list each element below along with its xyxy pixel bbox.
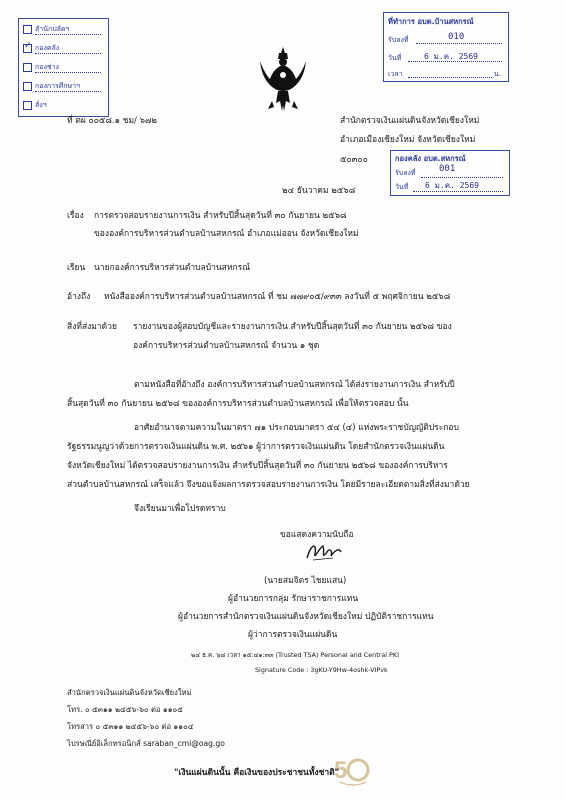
routing-checkbox[interactable] bbox=[23, 101, 32, 110]
sender-line1: สำนักตรวจเงินแผ่นดินจังหวัดเชียงใหม่ bbox=[340, 116, 480, 126]
routing-underline bbox=[35, 72, 101, 73]
sender-line2: อำเภอเมืองเชียงใหม่ จังหวัดเชียงใหม่ bbox=[340, 135, 476, 145]
routing-item: ✓กองคลัง bbox=[23, 43, 107, 57]
routing-box bbox=[18, 18, 109, 117]
recipient-label: เรียน bbox=[67, 263, 86, 273]
received-number: 010 bbox=[448, 32, 465, 42]
signer-title2: ผู้อำนวยการสำนักตรวจเงินแผ่นดินจังหวัดเชียงใหม่ ปฏิบัติราชการแทน bbox=[178, 612, 434, 622]
body-para1-line2: สิ้นสุดวันที่ ๓๐ กันยายน ๒๕๖๘ ขององค์การบริหารส่วนตำบลบ้านสหกรณ์ เพื่อให้ตรวจสอบ นั้น bbox=[67, 399, 409, 409]
footer-slogan: "เงินแผ่นดินนั้น คือเงินของประชาชนทั้งชาติ" bbox=[174, 768, 340, 778]
closing-text: ขอแสดงความนับถือ bbox=[280, 530, 354, 540]
handwritten-signature bbox=[303, 538, 343, 566]
signer-title1: ผู้อำนวยการกลุ่ม รักษาราชการแทน bbox=[228, 594, 359, 604]
signer-name: (นายสมจิตร ไชยแสน) bbox=[264, 576, 347, 586]
routing-checkbox[interactable] bbox=[23, 63, 32, 72]
signer-title3: ผู้ว่าการตรวจเงินแผ่นดิน bbox=[248, 630, 338, 640]
routing-checkbox[interactable] bbox=[23, 25, 32, 34]
body-para3: จึงเรียนมาเพื่อโปรดทราบ bbox=[134, 504, 226, 514]
finance-stamp: กองคลัง อบต.สหกรณ์ รับลงที่ 001 วันที่ 6 ม.ค. 2569 bbox=[390, 150, 510, 196]
reference-number: ที่ ตผ ๐๐๕๘.๑ ชม/ ๖๗๒ bbox=[67, 116, 158, 126]
routing-item: กองช่าง bbox=[23, 62, 107, 76]
reference-label: อ้างถึง bbox=[67, 292, 91, 302]
subject-label: เรื่อง bbox=[67, 211, 84, 221]
footer-office: สำนักตรวจเงินแผ่นดินจังหวัดเชียงใหม่ bbox=[67, 688, 192, 697]
signature-code: Signature Code : 3gKU-Y9Hw-4oshk-VIPvk bbox=[255, 666, 388, 674]
esign-timestamp: ๒๔ ธ.ค. ๖๘ เวลา ๑๕:๔๑:๓๓ (Trusted TSA) Personal and Central PKI bbox=[191, 651, 399, 659]
footer-tel: โทร. ๐ ๕๓๑๑ ๒๔๕๖-๖๐ ต่อ ๑๑๐๕ bbox=[67, 705, 183, 714]
sender-postcode: ๕๐๓๐๐ bbox=[340, 155, 368, 165]
routing-underline bbox=[35, 34, 101, 35]
routing-item: สั่งฯ bbox=[23, 100, 107, 114]
footer-email: ไปรษณีย์อิเล็กทรอนิกส์ saraban_cmi@oag.go bbox=[67, 739, 225, 748]
reference-value: หนังสือองค์การบริหารส่วนตำบลบ้านสหกรณ์ ที่ ชม ๗๗๙๐๕/๙๓๓ ลงวันที่ ๕ พฤศจิกายน ๒๕๖๘ bbox=[104, 292, 451, 302]
garuda-emblem bbox=[258, 45, 308, 115]
receipt-stamp: ที่ทำการ อบต.บ้านสหกรณ์ รับลงที่ 010 วันที่ 6 ม.ค. 2569 เวลา น. bbox=[383, 12, 509, 82]
finance-received-date: 6 ม.ค. 2569 bbox=[425, 181, 479, 190]
enclosure-line2: องค์การบริหารส่วนตำบลบ้านสหกรณ์ จำนวน ๑ ชุด bbox=[133, 341, 320, 351]
letter-date: ๒๔ ธันวาคม ๒๕๖๘ bbox=[282, 186, 356, 196]
body-para2-line1: อาศัยอำนาจตามความในมาตรา ๗๑ ประกอบมาตรา ๕๔ (๔) แห่งพระราชบัญญัติประกอบ bbox=[134, 423, 459, 433]
finance-received-number: 001 bbox=[439, 164, 456, 174]
routing-item: สำนักปลัดฯ bbox=[23, 24, 107, 38]
body-para2-line2: รัฐธรรมนูญว่าด้วยการตรวจเงินแผ่นดิน พ.ศ. ๒๕๖๑ ผู้ว่าการตรวจเงินแผ่นดิน โดยสำนักตรวจเงินแผ่นดิน bbox=[67, 442, 445, 452]
body-para1-line1: ตามหนังสือที่อ้างถึง องค์การบริหารส่วนตำบลบ้านสหกรณ์ ได้ส่งรายงานการเงิน สำหรับปี bbox=[134, 380, 455, 390]
routing-underline bbox=[35, 53, 101, 54]
routing-checkbox-checked[interactable] bbox=[23, 44, 32, 53]
subject-line2: ขององค์การบริหารส่วนตำบลบ้านสหกรณ์ อำเภอแม่ออน จังหวัดเชียงใหม่ bbox=[94, 229, 359, 239]
svg-text:5: 5 bbox=[334, 757, 348, 784]
enclosure-label: สิ่งที่ส่งมาด้วย bbox=[67, 322, 117, 332]
routing-item: กองการศึกษาฯ bbox=[23, 81, 107, 95]
received-date: 6 ม.ค. 2569 bbox=[424, 52, 478, 61]
footer-fax: โทรสาร ๐ ๕๓๑๑ ๒๔๕๖-๖๐ ต่อ ๑๑๐๔ bbox=[67, 722, 194, 731]
routing-underline bbox=[35, 91, 101, 92]
routing-checkbox[interactable] bbox=[23, 82, 32, 91]
subject-line1: การตรวจสอบรายงานการเงิน สำหรับปีสิ้นสุดวันที่ ๓๐ กันยายน ๒๕๖๘ bbox=[94, 211, 347, 221]
enclosure-line1: รายงานของผู้สอบบัญชีและรายงานการเงิน สำหรับปีสิ้นสุดวันที่ ๓๐ กันยายน ๒๕๖๘ ของ bbox=[133, 322, 452, 332]
body-para2-line4: ส่วนตำบลบ้านสหกรณ์ เสร็จแล้ว จึงขอแจ้งผลการตรวจสอบรายงานการเงิน โดยมีรายละเอียดตามสิ่งที่ส่งมาด้วย bbox=[67, 480, 470, 490]
body-para2-line3: จังหวัดเชียงใหม่ ได้ตรวจสอบรายงานการเงิน สำหรับปีสิ้นสุดวันที่ ๓๐ กันยายน ๒๕๖๘ ขององค์การบริหาร bbox=[67, 461, 448, 471]
recipient-value: นายกองค์การบริหารส่วนตำบลบ้านสหกรณ์ bbox=[94, 263, 251, 273]
